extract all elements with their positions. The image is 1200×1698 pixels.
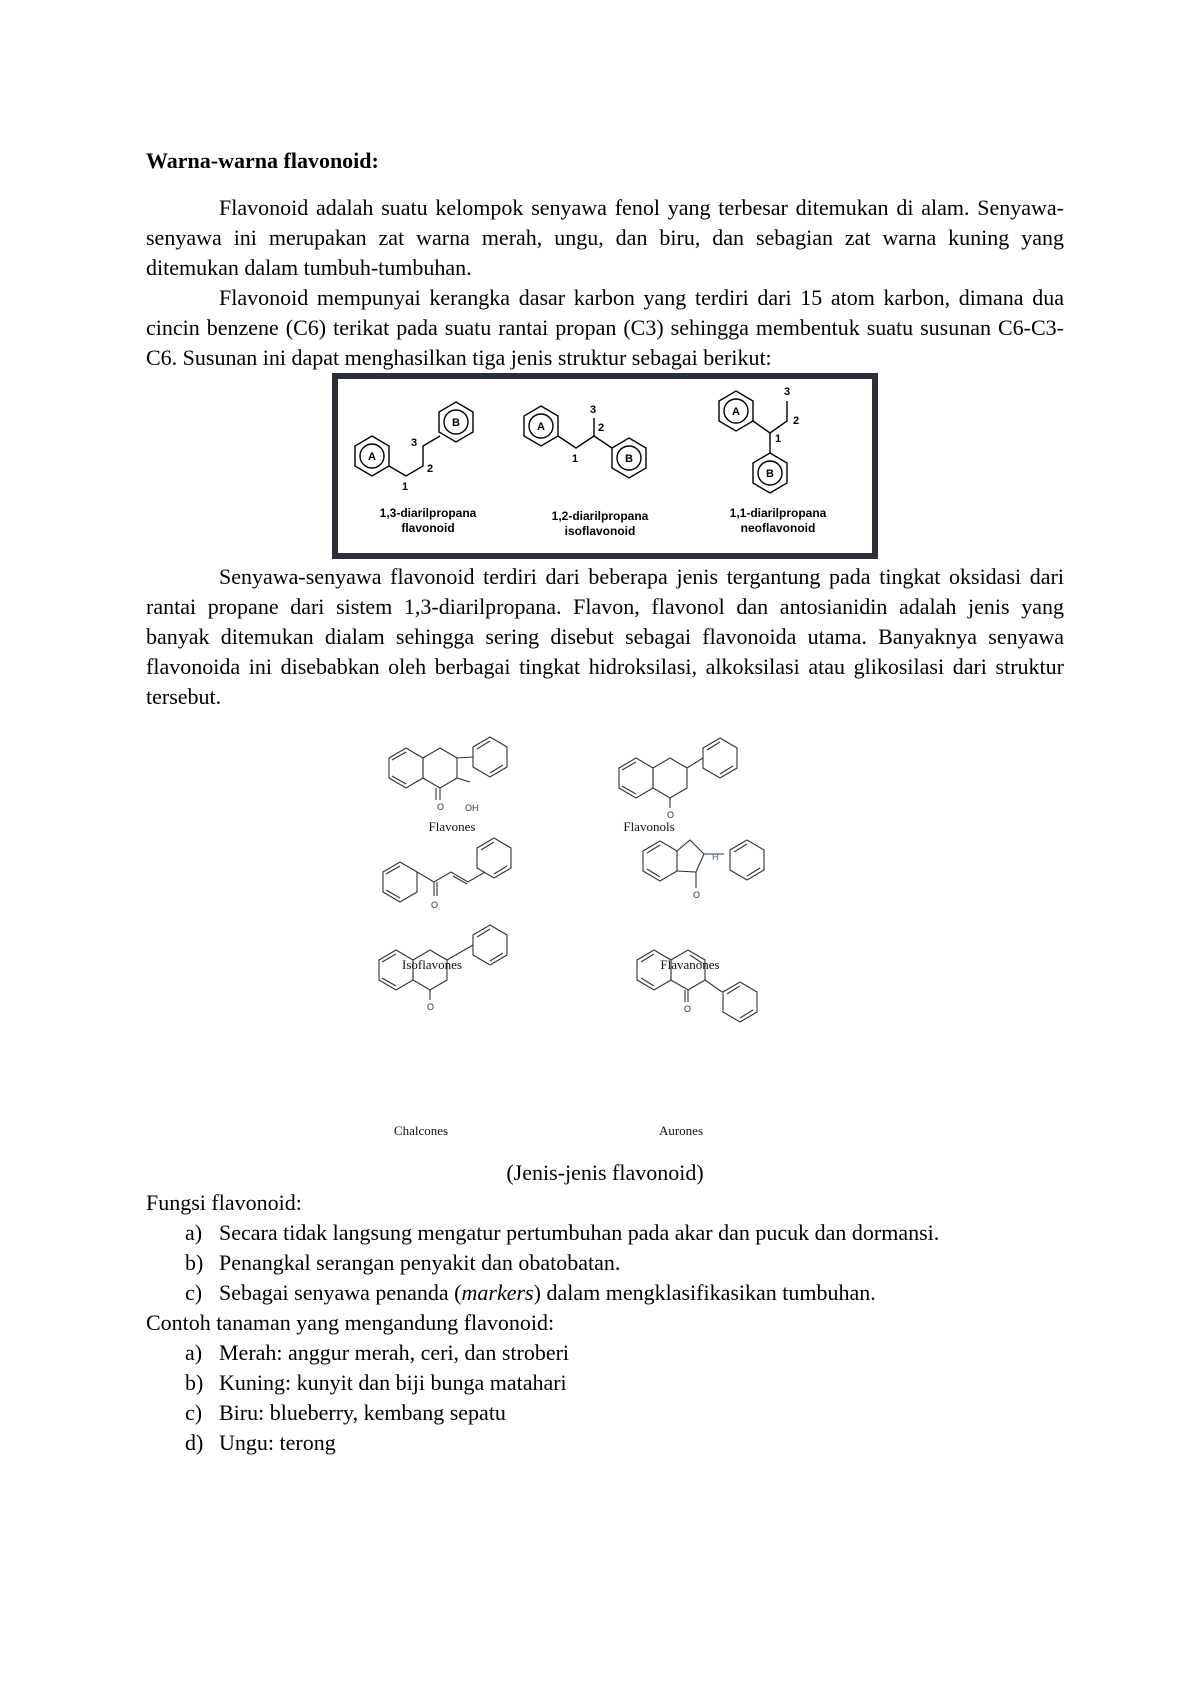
chain-number-2: 2 <box>427 463 434 475</box>
ring-label-b: B <box>625 453 633 465</box>
list-text: Biru: blueberry, kembang sepatu <box>219 1400 506 1425</box>
list-text <box>219 1278 876 1308</box>
flavanones-structure <box>643 840 764 888</box>
ring-label-b: B <box>452 417 460 429</box>
list-text: Secara tidak langsung mengatur pertumbuhan pada akar dan pucuk dan dormansi. <box>219 1220 940 1245</box>
paragraph-intro: Flavonoid adalah suatu kelompok senyawa fenol yang terbesar ditemukan di alam. Senyawa-senyawa ini merupakan zat warna merah, ungu, dan biru, dan sebagian zat warna kuning yang ditemukan dalam tumbuh-tumbuhan. <box>146 195 1064 280</box>
ring-label-a: A <box>537 421 545 433</box>
label-aurones: Aurones <box>658 1123 704 1138</box>
carbonyl-o-label: O <box>437 802 445 812</box>
chain-number-3: 3 <box>784 386 791 398</box>
list-item <box>185 1248 939 1278</box>
fungsi-list <box>185 1218 939 1308</box>
list-text: Merah: anggur merah, ceri, dan stroberi <box>219 1340 570 1365</box>
list-marker: b) <box>185 1250 204 1275</box>
list-item <box>185 1398 569 1428</box>
list-text-after: ) dalam mengklasifikasikan tumbuhan. <box>533 1280 876 1305</box>
chain-number-3: 3 <box>590 404 597 416</box>
propane-chain-2 <box>558 436 612 448</box>
structure-name-1: 1,3-diarilpropana <box>379 506 477 520</box>
propane-chain-3 <box>753 401 787 433</box>
chain-number-1: 1 <box>775 433 782 445</box>
carbonyl-o-label: O <box>684 1004 692 1014</box>
chain-number-1: 1 <box>572 453 579 465</box>
ring-label-a: A <box>732 406 740 418</box>
list-item <box>185 1428 569 1458</box>
structure-class-3: neoflavonoid <box>740 521 816 535</box>
section-heading: Warna-warna flavonoid: <box>146 148 379 173</box>
structure-class-1: flavonoid <box>401 521 455 535</box>
chain-number-3: 3 <box>411 437 418 449</box>
list-marker: a) <box>185 1220 203 1245</box>
list-marker: b) <box>185 1370 204 1395</box>
diarylpropane-figure <box>332 373 878 559</box>
figure-caption: (Jenis-jenis flavonoid) <box>506 1160 704 1185</box>
hydrogen-label: H <box>712 852 719 862</box>
list-marker: d) <box>185 1430 204 1455</box>
chain-number-1: 1 <box>402 481 409 493</box>
flavones-structure <box>389 737 507 800</box>
contoh-title: Contoh tanaman yang mengandung flavonoid: <box>146 1310 555 1335</box>
label-chalcones: Chalcones <box>393 1123 449 1138</box>
list-item <box>185 1218 939 1248</box>
label-isoflavones: Isoflavones <box>402 957 462 972</box>
structure-name-3: 1,1-diarilpropana <box>729 506 827 520</box>
list-marker: c) <box>185 1400 203 1425</box>
structure-class-2: isoflavonoid <box>564 524 636 538</box>
chain-number-2: 2 <box>598 422 605 434</box>
fungsi-title: Fungsi flavonoid: <box>146 1190 302 1215</box>
chain-number-2: 2 <box>793 415 800 427</box>
carbonyl-o-label: O <box>667 810 675 820</box>
label-flavanones: Flavanones <box>660 957 720 972</box>
list-text: Penangkal serangan penyakit dan obatobatan. <box>219 1250 621 1275</box>
label-flavonols: Flavonols <box>623 819 675 834</box>
list-item <box>185 1368 569 1398</box>
document-page <box>146 0 1064 1698</box>
list-marker: a) <box>185 1340 203 1365</box>
flavonols-structure <box>619 738 737 808</box>
list-item <box>185 1338 569 1368</box>
label-flavones: Flavones <box>428 819 476 834</box>
paragraph-skeleton: Flavonoid mempunyai kerangka dasar karbon yang terdiri dari 15 atom karbon, dimana dua cincin benzene (C6) terikat pada suatu rantai propan (C3) sehingga membentuk suatu susunan C6-C3-C6. Susunan ini dapat menghasilkan tiga jenis struktur sebagai berikut: <box>146 285 1064 370</box>
flavonoid-classes-figure <box>372 720 872 1140</box>
contoh-list <box>185 1338 569 1458</box>
ring-label-b: B <box>766 468 774 480</box>
carbonyl-o-label: O <box>693 890 701 900</box>
diarylpropane-structures <box>338 379 872 553</box>
isoflavones-structure <box>383 838 511 902</box>
paragraph-types: Senyawa-senyawa flavonoid terdiri dari beberapa jenis tergantung pada tingkat oksidasi dari rantai propane dari sistem 1,3-diarilpropana. Flavon, flavonol dan antosianidin adalah jenis yang banyak ditemukan dialam sehingga sering disebut sebagai flavonoida utama. Banyaknya senyawa flavonoida ini disebabkan oleh berbagai tingkat hidroksilasi, alkoksilasi atau glikosilasi dari struktur tersebut. <box>146 564 1064 709</box>
structure-name-2: 1,2-diarilpropana <box>551 509 649 523</box>
list-text-italic: markers <box>461 1280 534 1305</box>
flavonoid-structures <box>372 720 872 1140</box>
carbonyl-o-label: O <box>431 900 439 910</box>
ring-label-a: A <box>368 451 376 463</box>
list-item <box>185 1278 939 1308</box>
list-text: Kuning: kunyit dan biji bunga matahari <box>219 1370 567 1395</box>
carbonyl-o-label: O <box>427 1002 435 1012</box>
list-text-before: Sebagai senyawa penanda ( <box>219 1280 462 1305</box>
hydroxyl-label: OH <box>465 803 479 813</box>
list-marker: c) <box>185 1280 203 1305</box>
list-text: Ungu: terong <box>219 1430 336 1455</box>
